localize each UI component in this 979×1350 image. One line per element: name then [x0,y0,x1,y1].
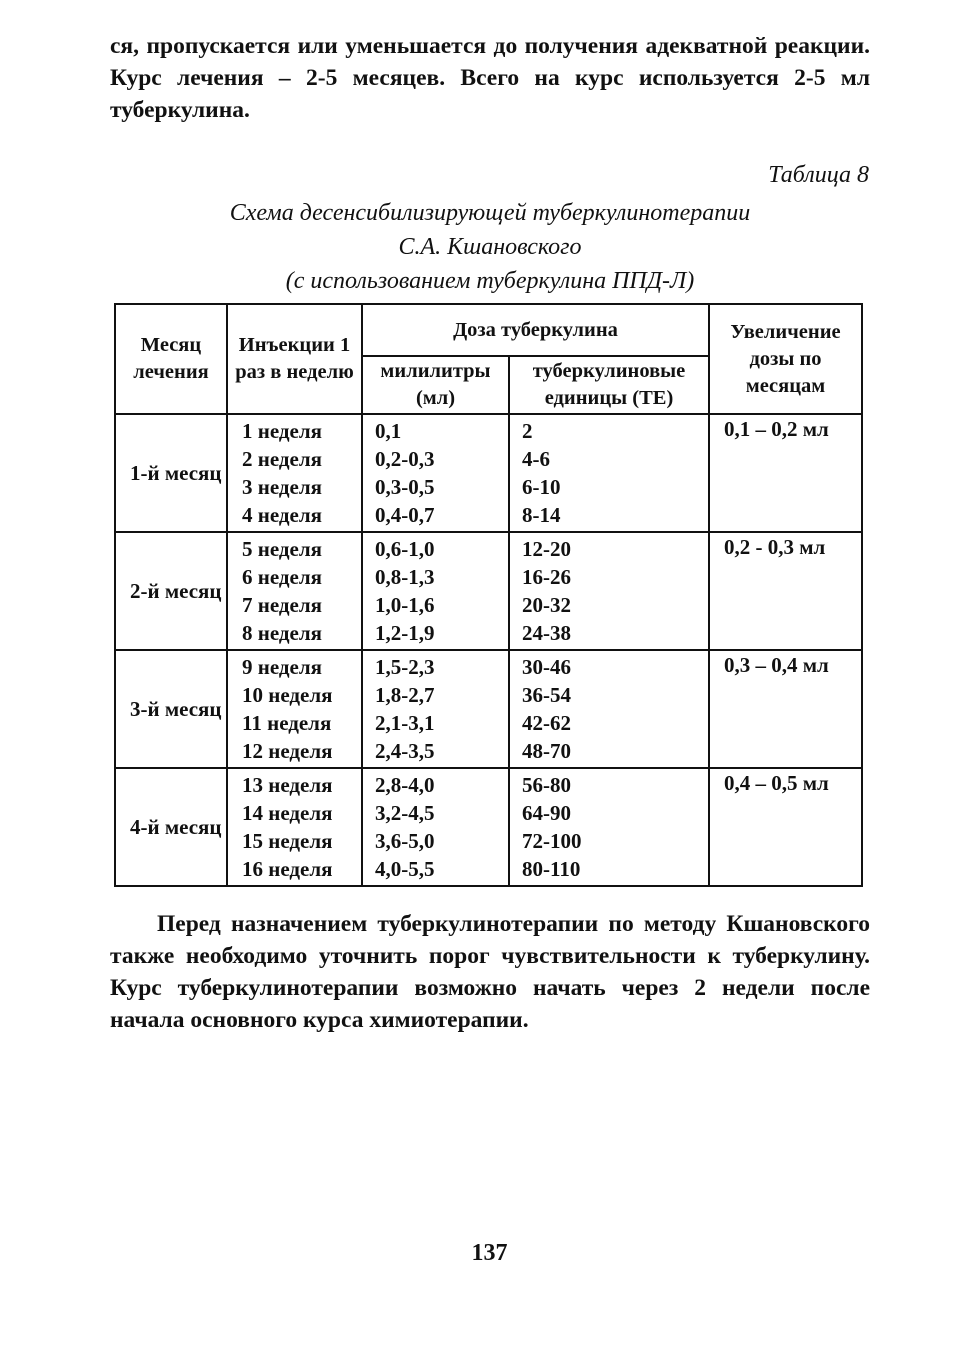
ml-value: 0,4-0,7 [375,503,435,527]
week-cell [227,650,362,768]
te-cell [509,768,709,886]
week-value: 6 неделя [242,565,322,589]
te-cell [509,532,709,650]
te-value: 20-32 [522,593,571,617]
closing-paragraph: Перед назначением туберкулинотерапии по методу Кшановского также необходимо уточнить порог чувствительности к туберкулину. Курс туберкулинотерапии возможно начать через 2 недели после начала основного курса химиотерапии. [110,911,870,1033]
header-month: Месяц лечения [115,304,227,414]
header-ml: милилитры (мл) [362,356,509,414]
week-value: 12 неделя [242,739,333,763]
week-value: 11 неделя [242,711,332,735]
caption-line-2: С.А. Кшановского [398,234,582,260]
table-row [115,414,862,532]
te-value: 30-46 [522,655,571,679]
caption-line-3: (с использованием туберкулина ППД-Л) [285,268,695,294]
te-value: 64-90 [522,801,571,825]
ml-value: 1,2-1,9 [375,621,435,645]
header-dose: Доза туберкулина [362,304,709,356]
increase-cell: 0,2 - 0,3 мл [709,532,862,650]
header-te: туберкулиновые единицы (ТЕ) [509,356,709,414]
dose-schedule-table [114,303,863,887]
table-number: Таблица 8 [768,162,869,188]
te-value: 16-26 [522,565,571,589]
ml-value: 0,1 [375,419,402,443]
te-value: 42-62 [522,711,571,735]
month-cell: 1-й месяц [115,414,227,532]
week-cell [227,768,362,886]
month-cell: 3-й месяц [115,650,227,768]
week-cell [227,532,362,650]
ml-cell [362,768,509,886]
week-value: 15 неделя [242,829,333,853]
week-value: 13 неделя [242,773,333,797]
te-cell [509,650,709,768]
month-cell: 4-й месяц [115,768,227,886]
increase-cell: 0,4 – 0,5 мл [709,768,862,886]
week-value: 9 неделя [242,655,322,679]
caption-line-1: Схема десенсибилизирующей туберкулинотерапии [229,200,751,226]
week-value: 8 неделя [242,621,322,645]
te-value: 6-10 [522,475,561,499]
week-value: 7 неделя [242,593,322,617]
te-value: 36-54 [522,683,571,707]
week-value: 4 неделя [242,503,322,527]
table-row [115,650,862,768]
ml-value: 1,5-2,3 [375,655,435,679]
increase-cell: 0,3 – 0,4 мл [709,650,862,768]
ml-value: 0,6-1,0 [375,537,435,561]
header-increase: Увеличение дозы по месяцам [709,304,862,414]
week-value: 2 неделя [242,447,322,471]
week-value: 14 неделя [242,801,333,825]
month-cell: 2-й месяц [115,532,227,650]
week-value: 10 неделя [242,683,333,707]
page-number: 137 [471,1240,508,1266]
table-caption [110,196,870,298]
ml-cell [362,532,509,650]
ml-cell [362,650,509,768]
table-row [115,768,862,886]
te-value: 80-110 [522,857,581,881]
te-value: 4-6 [522,447,550,471]
ml-value: 2,1-3,1 [375,711,435,735]
ml-value: 3,2-4,5 [375,801,435,825]
header-injections: Инъекции 1 раз в неделю [227,304,362,414]
ml-value: 0,3-0,5 [375,475,435,499]
week-value: 16 неделя [242,857,333,881]
ml-value: 1,8-2,7 [375,683,435,707]
te-value: 72-100 [522,829,582,853]
te-value: 48-70 [522,739,571,763]
ml-value: 2,8-4,0 [375,773,435,797]
ml-value: 0,8-1,3 [375,565,435,589]
te-cell [509,414,709,532]
te-value: 8-14 [522,503,561,527]
week-value: 3 неделя [242,475,322,499]
week-value: 5 неделя [242,537,322,561]
ml-value: 1,0-1,6 [375,593,435,617]
ml-value: 4,0-5,5 [375,857,435,881]
week-cell [227,414,362,532]
ml-cell [362,414,509,532]
intro-paragraph: ся, пропускается или уменьшается до получения адекватной реакции. Курс лечения – 2-5 месяцев. Всего на курс используется 2-5 мл туберкулина. [110,33,870,123]
table-body [115,414,862,886]
te-value: 56-80 [522,773,571,797]
te-value: 2 [522,419,533,443]
table-row [115,532,862,650]
increase-cell: 0,1 – 0,2 мл [709,414,862,532]
te-value: 12-20 [522,537,571,561]
ml-value: 3,6-5,0 [375,829,435,853]
ml-value: 0,2-0,3 [375,447,435,471]
week-value: 1 неделя [242,419,322,443]
ml-value: 2,4-3,5 [375,739,435,763]
te-value: 24-38 [522,621,571,645]
